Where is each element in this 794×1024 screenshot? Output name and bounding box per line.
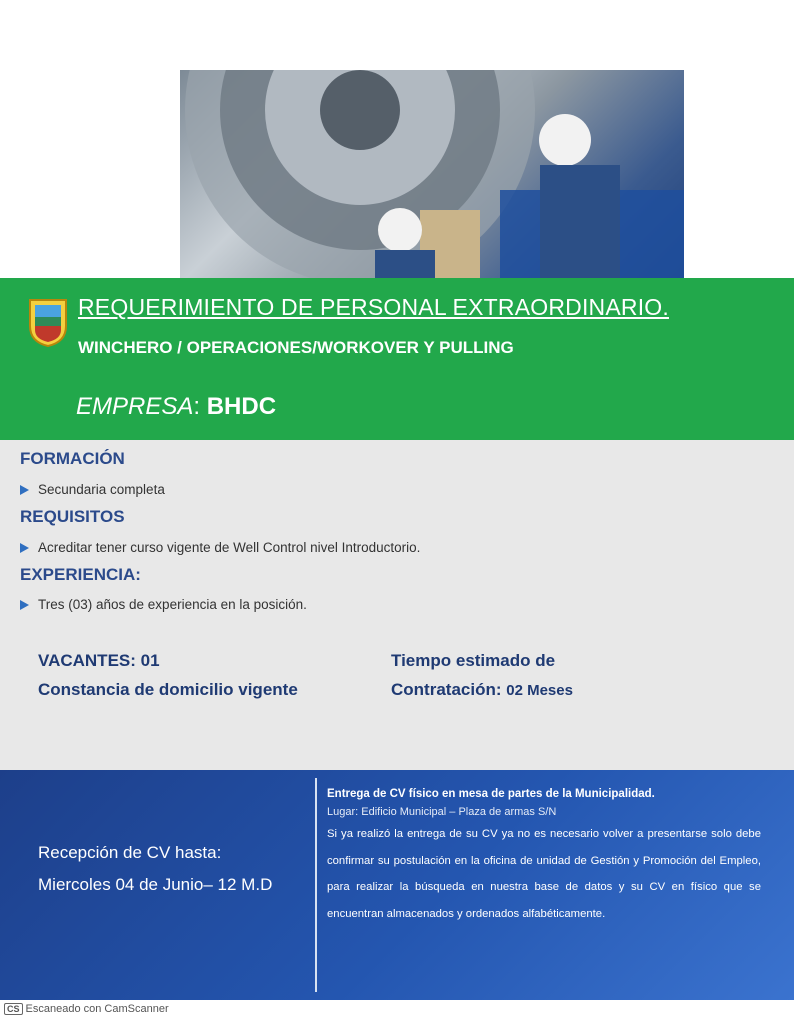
tiempo-estimado-label: Tiempo estimado de	[391, 651, 556, 670]
municipal-shield-logo	[28, 296, 68, 348]
formacion-item	[20, 482, 165, 497]
company-label: EMPRESA	[76, 393, 194, 420]
formacion-heading: FORMACIÓN	[20, 449, 125, 468]
bullet-arrow-icon	[20, 485, 29, 495]
company-name: BHDC	[206, 393, 277, 420]
page-title: REQUERIMIENTO DE PERSONAL EXTRAORDINARIO.	[78, 294, 669, 320]
entrega-heading: Entrega de CV físico en mesa de partes de la Municipalidad.	[327, 788, 655, 800]
contratacion-value: 02 Meses	[506, 682, 573, 699]
requisitos-item	[20, 540, 420, 555]
camscanner-text: Escaneado con CamScanner	[25, 1003, 169, 1015]
recepcion-date: Miercoles 04 de Junio– 12 M.D	[38, 875, 273, 894]
contratacion-line	[391, 680, 573, 700]
contratacion-label: Contratación:	[391, 680, 502, 699]
vertical-divider	[315, 778, 317, 992]
lugar-text: Lugar: Edificio Municipal – Plaza de armas S/N	[327, 806, 557, 818]
company-line: EMPRESA: BHDC	[76, 393, 277, 420]
bullet-arrow-icon	[20, 600, 29, 610]
experiencia-item	[20, 597, 307, 612]
position-subtitle: WINCHERO / OPERACIONES/WORKOVER Y PULLING	[78, 338, 514, 357]
experiencia-heading: EXPERIENCIA:	[20, 565, 141, 584]
requisitos-text: Acreditar tener curso vigente de Well Control nivel Introductorio.	[38, 540, 421, 555]
bullet-arrow-icon	[20, 543, 29, 553]
entrega-paragraph: Si ya realizó la entrega de su CV ya no es necesario volver a presentarse solo debe confirmar su postulación en la oficina de unidad de Gestión y Promoción del Empleo, para realizar la búsqueda en nuestra base de datos y su CV en físico que se encuentran almacenados y ordenados alfabéticamente.	[327, 828, 761, 920]
formacion-text: Secundaria completa	[38, 482, 165, 497]
constancia-domicilio: Constancia de domicilio vigente	[38, 680, 298, 699]
camscanner-logo-icon: CS	[4, 1003, 23, 1015]
camscanner-watermark	[4, 1003, 169, 1015]
requisitos-heading: REQUISITOS	[20, 507, 125, 526]
experiencia-text: Tres (03) años de experiencia en la posición.	[38, 597, 307, 612]
vacantes: VACANTES: 01	[38, 651, 160, 670]
recepcion-label: Recepción de CV hasta:	[38, 843, 222, 862]
header-photo-engineers-turbine	[180, 70, 684, 278]
